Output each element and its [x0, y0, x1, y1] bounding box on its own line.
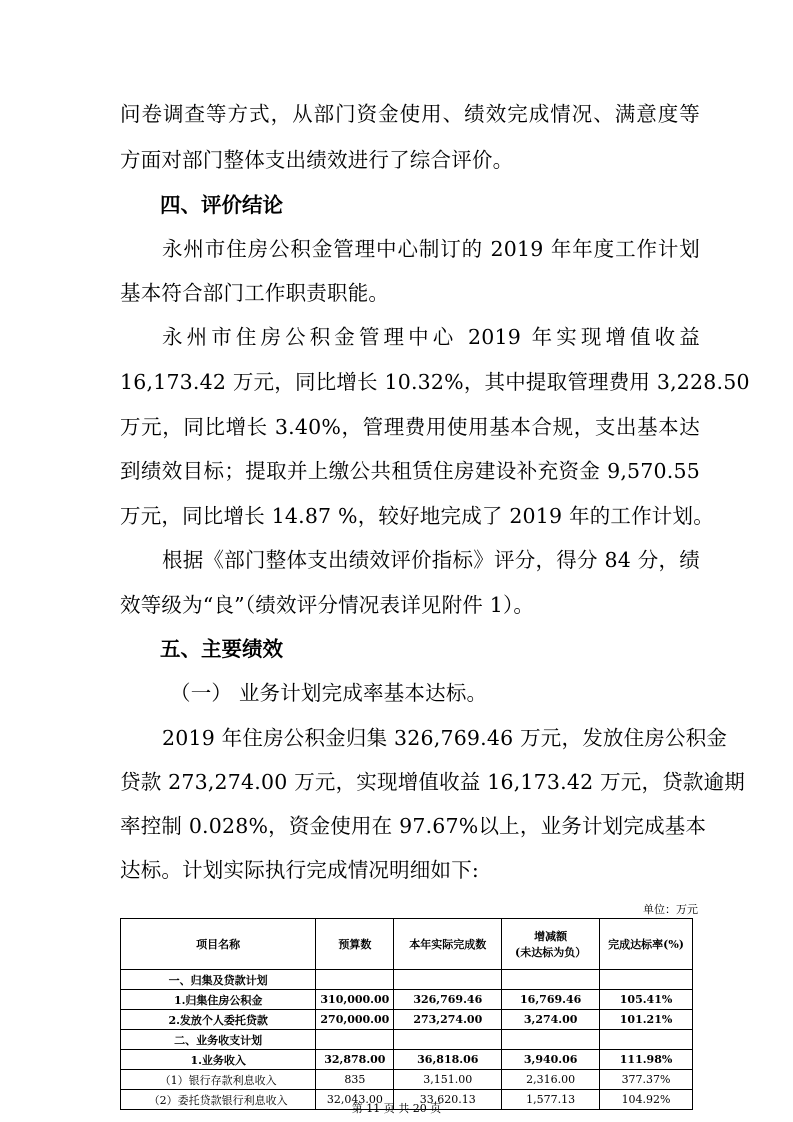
header-budget: 预算数 [316, 919, 394, 970]
header-diff-line2: (未达标为负） [515, 946, 587, 959]
cell-name: 2.发放个人委托贷款 [121, 1010, 316, 1030]
cell-diff: 1,577.13 [502, 1090, 600, 1110]
cell-rate: 111.98% [600, 1050, 693, 1070]
header-name: 项目名称 [121, 919, 316, 970]
cell-actual: 326,769.46 [394, 990, 502, 1010]
cell-diff [502, 1030, 600, 1050]
paragraph-line: 永州市住房公积金管理中心制订的 2019 年年度工作计划 [162, 237, 700, 261]
header-diff [502, 919, 600, 970]
section-heading-4: 四、评价结论 [160, 193, 283, 217]
table-row [121, 970, 693, 990]
paragraph-line: 2019 年住房公积金归集 326,769.46 万元，发放住房公积金 [162, 726, 728, 750]
cell-rate: 105.41% [600, 990, 693, 1010]
cell-name: 1.归集住房公积金 [121, 990, 316, 1010]
paragraph-line: 万元，同比增长 3.40%，管理费用使用基本合规，支出基本达 [120, 415, 700, 439]
paragraph-line: 达标。计划实际执行完成情况明细如下: [120, 858, 480, 882]
cell-name: （1）银行存款利息收入 [121, 1070, 316, 1090]
cell-rate: 101.21% [600, 1010, 693, 1030]
cell-diff: 3,940.06 [502, 1050, 600, 1070]
cell-rate [600, 970, 693, 990]
page-footer: 第 11 页 共 20 页 [351, 1102, 442, 1115]
cell-rate: 104.92% [600, 1090, 693, 1110]
table-header-row [121, 919, 693, 970]
paragraph-line: 方面对部门整体支出绩效进行了综合评价。 [120, 148, 514, 172]
cell-diff [502, 970, 600, 990]
cell-name: 一、归集及贷款计划 [121, 970, 316, 990]
header-actual: 本年实际完成数 [394, 919, 502, 970]
cell-actual: 33,620.13 [394, 1090, 502, 1110]
table-row [121, 1050, 693, 1070]
table-unit-label: 单位：万元 [643, 903, 698, 916]
cell-name: 二、业务收支计划 [121, 1030, 316, 1050]
paragraph-line: 永州市住房公积金管理中心 2019 年实现增值收益 [162, 325, 700, 349]
cell-budget [316, 1030, 394, 1050]
cell-name: （2）委托贷款银行利息收入 [121, 1090, 316, 1110]
paragraph-line: 基本符合部门工作职责职能。 [120, 281, 390, 305]
section-heading-5: 五、主要绩效 [160, 637, 283, 661]
cell-name: 1.业务收入 [121, 1050, 316, 1070]
paragraph-line: 问卷调查等方式，从部门资金使用、绩效完成情况、满意度等 [120, 102, 700, 126]
cell-rate [600, 1030, 693, 1050]
cell-budget: 835 [316, 1070, 394, 1090]
paragraph-line: 效等级为“良”（绩效评分情况表详见附件 1）。 [120, 593, 535, 617]
cell-actual: 36,818.06 [394, 1050, 502, 1070]
paragraph-line: 到绩效目标；提取并上缴公共租赁住房建设补充资金 9,570.55 [120, 459, 700, 483]
header-rate: 完成达标率(%) [600, 919, 693, 970]
cell-budget: 310,000.00 [316, 990, 394, 1010]
cell-diff: 3,274.00 [502, 1010, 600, 1030]
paragraph-line: 贷款 273,274.00 万元，实现增值收益 16,173.42 万元，贷款逾期 [120, 770, 745, 794]
cell-actual [394, 970, 502, 990]
performance-table [120, 918, 693, 1110]
cell-budget [316, 970, 394, 990]
subheading: （一） 业务计划完成率基本达标。 [170, 681, 488, 705]
header-diff-line1: 增减额 [534, 930, 568, 943]
cell-budget: 270,000.00 [316, 1010, 394, 1030]
cell-rate: 377.37% [600, 1070, 693, 1090]
cell-actual: 273,274.00 [394, 1010, 502, 1030]
cell-actual [394, 1030, 502, 1050]
table-row [121, 1010, 693, 1030]
cell-actual: 3,151.00 [394, 1070, 502, 1090]
cell-diff: 2,316.00 [502, 1070, 600, 1090]
paragraph-line: 万元，同比增长 14.87 %，较好地完成了 2019 年的工作计划。 [120, 504, 714, 528]
cell-budget: 32,043.00 [316, 1090, 394, 1110]
table-row [121, 990, 693, 1010]
cell-diff: 16,769.46 [502, 990, 600, 1010]
cell-budget: 32,878.00 [316, 1050, 394, 1070]
table-row [121, 1070, 693, 1090]
paragraph-line: 16,173.42 万元，同比增长 10.32%，其中提取管理费用 3,228.50 [120, 370, 750, 394]
paragraph-line: 根据《部门整体支出绩效评价指标》评分，得分 84 分，绩 [162, 548, 700, 572]
table-row [121, 1030, 693, 1050]
paragraph-line: 率控制 0.028%，资金使用在 97.67%以上，业务计划完成基本 [120, 814, 707, 838]
